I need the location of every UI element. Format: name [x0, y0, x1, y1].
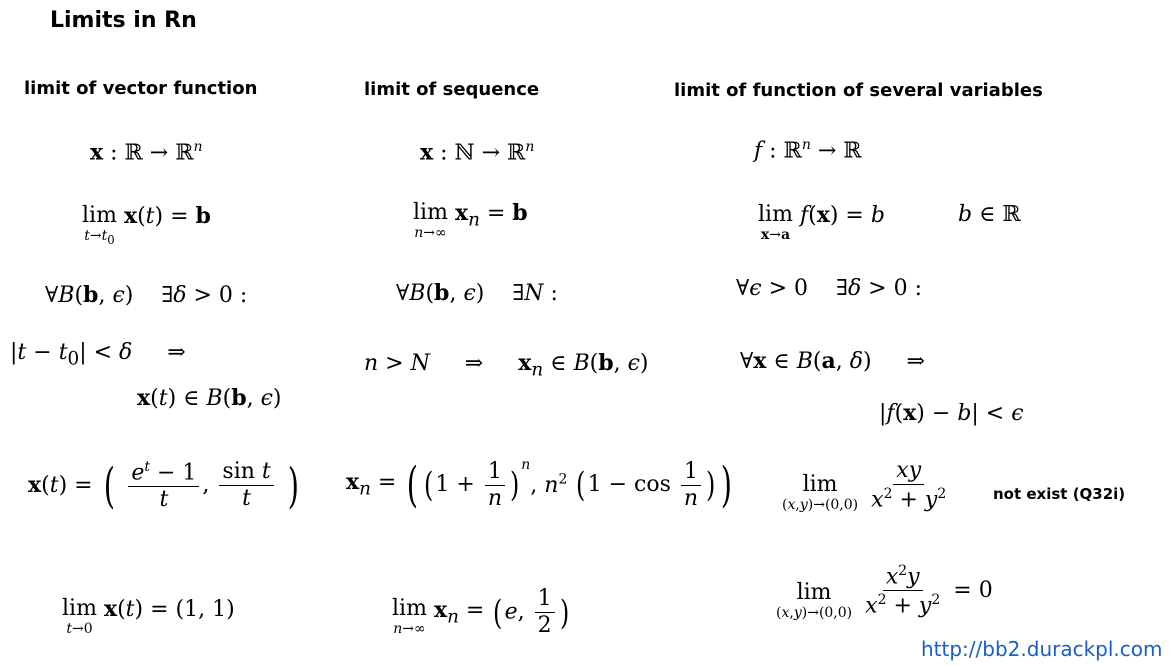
- heading-sequence: limit of sequence: [364, 79, 540, 100]
- formula-vector-example: x(t) = ( $\frac{e^t - 1}{t}$ , $\frac{\text{sin t}}{t}$ ): [28, 457, 299, 514]
- formula-multivar-quantifier: ∀ϵ > 0 ∃δ > 0 :: [736, 276, 923, 301]
- formula-sequence-example: $x_n$ = ( (1 + $\frac{1}{n}$ ) $^n$, $n^2$ (1 − cos $\frac{1}{n}$ ) ): [346, 457, 733, 513]
- formula-multivar-conclusion: |f(x) − b| < ϵ: [879, 400, 1024, 426]
- formula-sequence-condition: n > N ⇒ $x_n$ ∈ B(b, ϵ): [364, 350, 649, 381]
- formula-vector-mapping: x : ℝ → ℝ$^n$: [90, 139, 203, 166]
- formula-multivar-condition: ∀x ∈ B(a, δ) ⇒: [740, 348, 925, 374]
- formula-multivar-example-1: lim (x,y)→(0,0) $\frac{xy}{x^2 + y^2}$: [782, 458, 947, 513]
- formula-vector-limit: lim $t\to t_0$ x(t) = b: [82, 203, 211, 247]
- page-title: Limits in Rn: [50, 8, 197, 33]
- formula-vector-conclusion: x(t) ∈ B(b, ϵ): [137, 385, 282, 411]
- heading-several-variables: limit of function of several variables: [674, 80, 1043, 101]
- formula-sequence-example-limit: lim n→∞ $x_n = (e$, $\frac{1}{2}$ ): [392, 586, 569, 638]
- formula-vector-quantifier: ∀B(b, ϵ) ∃δ > 0 :: [45, 282, 248, 308]
- formula-multivar-example-2: lim (x,y)→(0,0) $\frac{x^2y}{x^2 + y^2}$ = 0: [776, 563, 993, 621]
- formula-sequence-limit: lim n→∞ $x_n = b$: [413, 200, 528, 241]
- formula-vector-condition: $|t - t_0| < \delta$ ⇒: [10, 340, 186, 370]
- formula-sequence-mapping: x : ℕ → ℝ$^n$: [420, 139, 535, 166]
- formula-multivar-limit: lim x→a f(x) = b: [758, 202, 885, 243]
- formula-vector-example-limit: lim t→0 x(t) = (1, 1): [62, 596, 235, 637]
- formula-sequence-quantifier: ∀B(b, ϵ) ∃N :: [396, 280, 558, 306]
- heading-vector-function: limit of vector function: [24, 78, 258, 99]
- source-url[interactable]: http://bb2.durackpl.com: [921, 637, 1163, 661]
- formula-multivar-b-in-r: b ∈ ℝ: [958, 202, 1021, 227]
- note-not-exist: not exist (Q32i): [993, 485, 1126, 503]
- formula-multivar-mapping: f : ℝ$^n$ → ℝ: [754, 137, 862, 164]
